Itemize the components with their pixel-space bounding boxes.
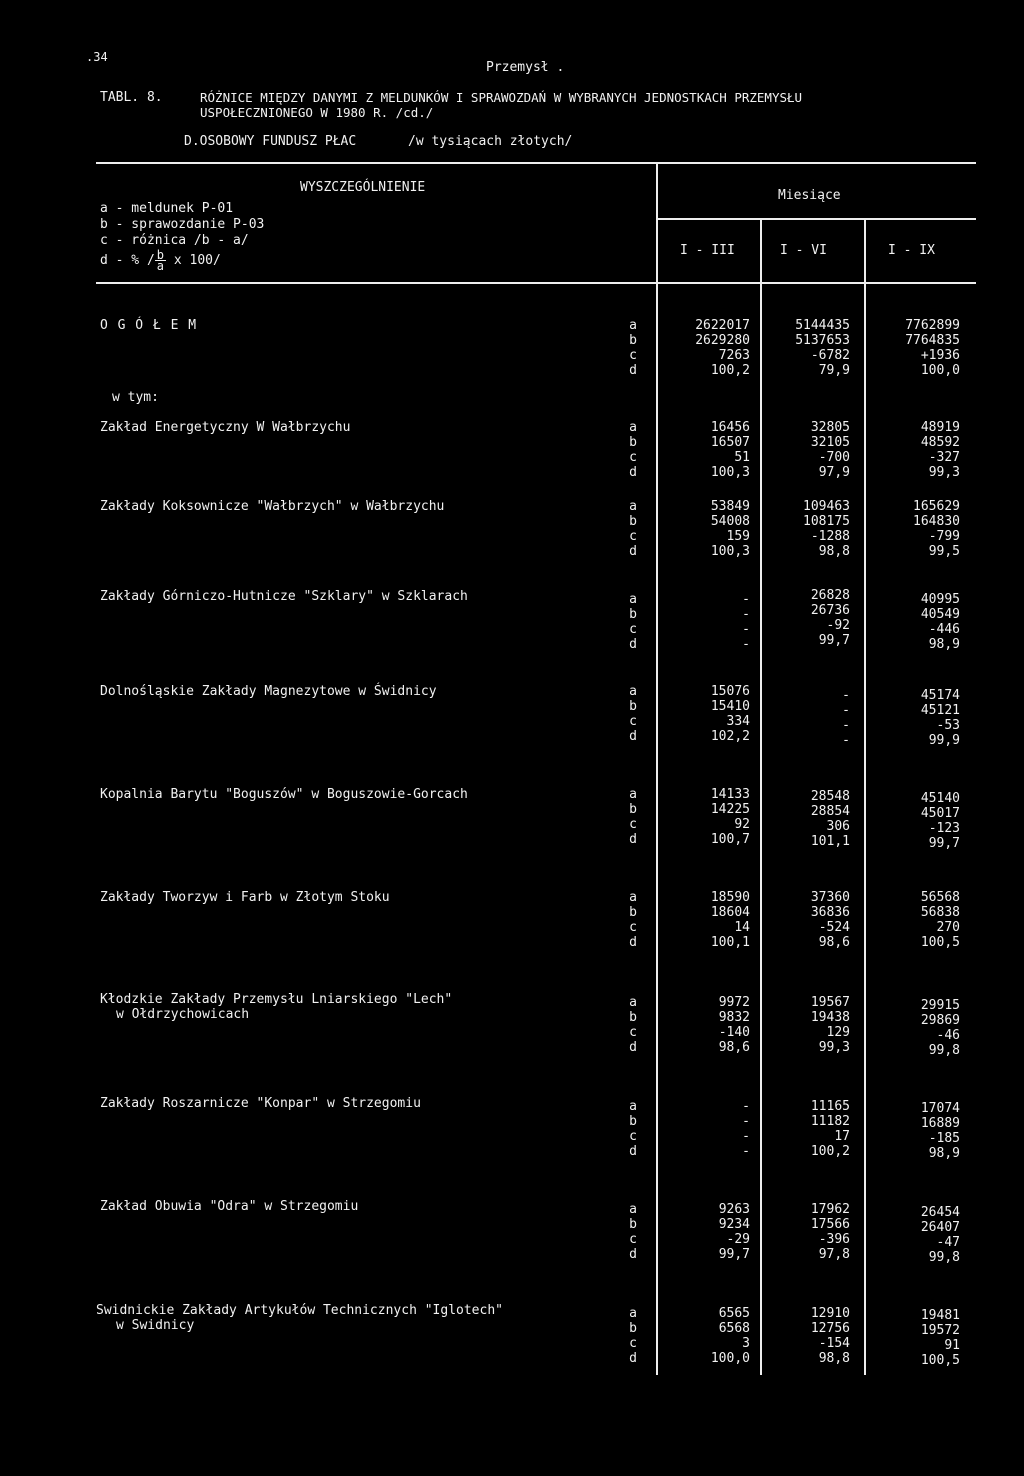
letter-d: d: [629, 363, 637, 378]
value-a: 2622017: [695, 318, 750, 333]
letter-a: a: [629, 1306, 637, 1321]
value-c: -: [742, 622, 750, 637]
value-d: 100,2: [810, 1144, 850, 1159]
value-c: 91: [944, 1338, 960, 1353]
row-name-line: Zakład Obuwia "Odra" w Strzegomiu: [100, 1199, 359, 1214]
value-c: +1936: [920, 348, 960, 363]
values-h1: [760, 688, 850, 748]
legend-d-numerator: b: [156, 248, 165, 262]
legend-d-suffix: x 100/: [173, 253, 221, 268]
letter-a: a: [629, 499, 637, 514]
values-q3: [870, 791, 960, 851]
value-b: 32105: [810, 435, 850, 450]
value-a: 45174: [920, 688, 960, 703]
letter-c: c: [629, 450, 637, 465]
value-c: 270: [936, 920, 960, 935]
value-b: 18604: [710, 905, 750, 920]
values-h1: [760, 789, 850, 849]
value-a: -: [842, 688, 850, 703]
letter-d: d: [629, 465, 637, 480]
spec-header: WYSZCZEGÓLNIENIE: [300, 180, 426, 195]
letter-b: b: [629, 1114, 637, 1129]
row-name: [100, 1199, 358, 1214]
values-q1: [660, 420, 750, 480]
value-a: 19567: [810, 995, 850, 1010]
value-d: 99,5: [928, 544, 960, 559]
value-c: -140: [718, 1025, 750, 1040]
value-c: -53: [936, 718, 960, 733]
value-c: -446: [928, 622, 960, 637]
values-q1: [660, 684, 750, 744]
letter-a: a: [629, 318, 637, 333]
letter-a: a: [629, 890, 637, 905]
values-q1: [660, 499, 750, 559]
values-q3: [870, 592, 960, 652]
letter-c: c: [629, 1025, 637, 1040]
value-a: 6565: [718, 1306, 750, 1321]
letter-b: b: [629, 1010, 637, 1025]
value-b: 6568: [718, 1321, 750, 1336]
value-d: 100,1: [710, 935, 750, 950]
values-h1: [760, 420, 850, 480]
value-c: -700: [818, 450, 850, 465]
letter-a: a: [629, 684, 637, 699]
value-a: 32805: [810, 420, 850, 435]
letter-d: d: [629, 1144, 637, 1159]
value-d: 102,2: [710, 729, 750, 744]
value-b: 29869: [920, 1013, 960, 1028]
value-a: 17074: [920, 1101, 960, 1116]
value-c: -1288: [810, 529, 850, 544]
letter-b: b: [629, 435, 637, 450]
letter-c: c: [629, 1232, 637, 1247]
letter-d: d: [629, 1351, 637, 1366]
value-c: -154: [818, 1336, 850, 1351]
header-top-rule: [96, 162, 976, 164]
value-a: -: [742, 1099, 750, 1114]
value-d: 99,8: [928, 1043, 960, 1058]
row-name: [100, 992, 452, 1022]
value-d: 98,8: [818, 544, 850, 559]
value-a: 40995: [920, 592, 960, 607]
value-c: 51: [734, 450, 750, 465]
value-a: 45140: [920, 791, 960, 806]
value-c: -92: [826, 618, 850, 633]
value-b: 2629280: [695, 333, 750, 348]
value-b: 9234: [718, 1217, 750, 1232]
row-letters: [626, 1306, 640, 1366]
letter-b: b: [629, 905, 637, 920]
value-d: 99,7: [928, 836, 960, 851]
letter-b: b: [629, 607, 637, 622]
letter-c: c: [629, 920, 637, 935]
letter-c: c: [629, 714, 637, 729]
value-b: 15410: [710, 699, 750, 714]
value-d: 98,9: [928, 1146, 960, 1161]
values-h1: [760, 318, 850, 378]
value-a: 17962: [810, 1202, 850, 1217]
value-d: 100,2: [710, 363, 750, 378]
legend-c: c - różnica /b - a/: [100, 233, 249, 248]
letter-b: b: [629, 802, 637, 817]
row-name-line: w Swidnicy: [116, 1318, 195, 1333]
value-c: -185: [928, 1131, 960, 1146]
letter-d: d: [629, 832, 637, 847]
letter-c: c: [629, 348, 637, 363]
value-b: 14225: [710, 802, 750, 817]
letter-b: b: [629, 1217, 637, 1232]
values-q3: [870, 420, 960, 480]
value-d: 98,6: [818, 935, 850, 950]
value-c: -396: [818, 1232, 850, 1247]
value-a: 15076: [710, 684, 750, 699]
value-b: 26407: [920, 1220, 960, 1235]
value-b: 16507: [710, 435, 750, 450]
value-c: 3: [742, 1336, 750, 1351]
value-c: 7263: [718, 348, 750, 363]
letter-a: a: [629, 1202, 637, 1217]
values-q1: [660, 995, 750, 1055]
value-d: 98,8: [818, 1351, 850, 1366]
value-a: 29915: [920, 998, 960, 1013]
value-a: 7762899: [905, 318, 960, 333]
value-b: 54008: [710, 514, 750, 529]
row-name: [100, 318, 197, 333]
value-d: 100,5: [920, 1353, 960, 1368]
letter-d: d: [629, 637, 637, 652]
row-letters: [626, 787, 640, 847]
value-c: 129: [826, 1025, 850, 1040]
row-letters: [626, 1099, 640, 1159]
value-b: 45017: [920, 806, 960, 821]
value-b: 108175: [803, 514, 850, 529]
row-name: [100, 589, 468, 604]
row-letters: [626, 499, 640, 559]
table-title-line2: USPOŁECZNIONEGO W 1980 R. /cd./: [200, 105, 434, 120]
value-a: 26828: [810, 588, 850, 603]
value-b: -: [742, 1114, 750, 1129]
letter-a: a: [629, 592, 637, 607]
values-q3: [870, 890, 960, 950]
row-name-line: Kopalnia Barytu "Boguszów" w Boguszowie-Gorcach: [100, 787, 468, 802]
table-title-line1: RÓŻNICE MIĘDZY DANYMI Z MELDUNKÓW I SPRAWOZDAŃ W WYBRANYCH JEDNOSTKACH PRZEMYSŁU: [200, 90, 803, 105]
values-h1: [760, 1099, 850, 1159]
value-b: 45121: [920, 703, 960, 718]
row-name: [100, 1096, 421, 1111]
row-name: [100, 499, 444, 514]
value-b: 36836: [810, 905, 850, 920]
values-q1: [660, 890, 750, 950]
value-a: 9263: [718, 1202, 750, 1217]
value-a: 9972: [718, 995, 750, 1010]
row-letters: [626, 890, 640, 950]
row-name-line: Swidnickie Zakłady Artykułów Technicznych "Iglotech": [96, 1303, 503, 1318]
value-c: 159: [726, 529, 750, 544]
value-d: 100,3: [710, 465, 750, 480]
letter-b: b: [629, 699, 637, 714]
value-b: -: [842, 703, 850, 718]
letter-d: d: [629, 544, 637, 559]
value-a: 165629: [913, 499, 960, 514]
value-d: 99,3: [928, 465, 960, 480]
values-q1: [660, 1202, 750, 1262]
row-name: [100, 684, 437, 699]
value-d: 98,9: [928, 637, 960, 652]
row-name: [100, 890, 390, 905]
value-d: 99,9: [928, 733, 960, 748]
column-divider-3: [864, 219, 866, 1375]
of-which-label: w tym:: [112, 390, 159, 405]
value-c: 17: [834, 1129, 850, 1144]
value-a: 48919: [920, 420, 960, 435]
value-d: 99,7: [718, 1247, 750, 1262]
letter-a: a: [629, 995, 637, 1010]
value-b: 9832: [718, 1010, 750, 1025]
letter-b: b: [629, 333, 637, 348]
row-letters: [626, 684, 640, 744]
row-name-line: Zakłady Roszarnicze "Konpar" w Strzegomiu: [100, 1096, 421, 1111]
legend-a: a - meldunek P-01: [100, 201, 234, 216]
values-h1: [760, 890, 850, 950]
value-a: 19481: [920, 1308, 960, 1323]
value-d: 100,0: [710, 1351, 750, 1366]
row-name-line: Zakład Energetyczny W Wałbrzychu: [100, 420, 351, 435]
row-letters: [626, 592, 640, 652]
row-name-line: O G Ó Ł E M: [100, 318, 198, 333]
row-letters: [626, 318, 640, 378]
value-c: -327: [928, 450, 960, 465]
value-c: 14: [734, 920, 750, 935]
value-a: 11165: [810, 1099, 850, 1114]
value-c: -: [842, 718, 850, 733]
value-b: 16889: [920, 1116, 960, 1131]
values-q1: [660, 1099, 750, 1159]
value-d: 99,8: [928, 1250, 960, 1265]
values-q1: [660, 592, 750, 652]
value-c: -799: [928, 529, 960, 544]
value-a: 56568: [920, 890, 960, 905]
legend-b: b - sprawozdanie P-03: [100, 217, 265, 232]
table-subtitle: D.OSOBOWY FUNDUSZ PŁAC: [184, 134, 357, 149]
row-name: [100, 420, 350, 435]
value-d: 99,3: [818, 1040, 850, 1055]
months-header: Miesiące: [778, 188, 841, 203]
value-b: 48592: [920, 435, 960, 450]
letter-c: c: [629, 817, 637, 832]
value-d: -: [842, 733, 850, 748]
value-b: 19438: [810, 1010, 850, 1025]
value-c: 92: [734, 817, 750, 832]
letter-a: a: [629, 787, 637, 802]
table-number: TABL. 8.: [100, 90, 163, 105]
values-h1: [760, 499, 850, 559]
value-b: 17566: [810, 1217, 850, 1232]
value-a: 37360: [810, 890, 850, 905]
letter-b: b: [629, 514, 637, 529]
value-b: 19572: [920, 1323, 960, 1338]
value-b: 7764835: [905, 333, 960, 348]
value-d: -: [742, 637, 750, 652]
value-b: -: [742, 607, 750, 622]
row-name-line: w Ołdrzychowicach: [116, 1007, 250, 1022]
value-c: 334: [726, 714, 750, 729]
values-q1: [660, 787, 750, 847]
values-h1: [760, 1202, 850, 1262]
value-c: -47: [936, 1235, 960, 1250]
letter-c: c: [629, 1129, 637, 1144]
value-c: -6782: [810, 348, 850, 363]
row-name-line: Zakłady Tworzyw i Farb w Złotym Stoku: [100, 890, 390, 905]
value-b: 164830: [913, 514, 960, 529]
value-d: -: [742, 1144, 750, 1159]
values-q1: [660, 318, 750, 378]
value-c: -29: [726, 1232, 750, 1247]
values-q3: [870, 998, 960, 1058]
value-d: 98,6: [718, 1040, 750, 1055]
values-q3: [870, 318, 960, 378]
value-b: 11182: [810, 1114, 850, 1129]
value-c: 306: [826, 819, 850, 834]
value-a: 53849: [710, 499, 750, 514]
letter-c: c: [629, 622, 637, 637]
value-a: 14133: [710, 787, 750, 802]
row-name-line: Dolnośląskie Zakłady Magnezytowe w Świdnicy: [100, 684, 437, 699]
value-d: 100,7: [710, 832, 750, 847]
value-c: -46: [936, 1028, 960, 1043]
row-letters: [626, 1202, 640, 1262]
value-b: 56838: [920, 905, 960, 920]
row-letters: [626, 995, 640, 1055]
values-h1: [760, 995, 850, 1055]
legend-d-fraction: [155, 250, 166, 271]
value-d: 100,3: [710, 544, 750, 559]
value-a: 109463: [803, 499, 850, 514]
row-name: [100, 787, 468, 802]
period-header-h1: I - VI: [780, 243, 827, 258]
value-b: 12756: [810, 1321, 850, 1336]
letter-c: c: [629, 1336, 637, 1351]
values-q3: [870, 1205, 960, 1265]
row-name-line: Zakłady Koksownicze "Wałbrzych" w Wałbrzychu: [100, 499, 445, 514]
page-number: .34: [86, 50, 108, 64]
value-d: 101,1: [810, 834, 850, 849]
value-d: 99,7: [818, 633, 850, 648]
letter-d: d: [629, 1040, 637, 1055]
letter-d: d: [629, 729, 637, 744]
value-b: 26736: [810, 603, 850, 618]
values-h1: [760, 588, 850, 648]
value-d: 97,8: [818, 1247, 850, 1262]
letter-a: a: [629, 1099, 637, 1114]
row-name-line: Kłodzkie Zakłady Przemysłu Lniarskiego "Lech": [100, 992, 453, 1007]
row-name: [96, 1303, 503, 1333]
value-d: 100,5: [920, 935, 960, 950]
letter-b: b: [629, 1321, 637, 1336]
section-title: Przemysł .: [486, 60, 565, 75]
row-name-line: Zakłady Górniczo-Hutnicze "Szklary" w Szklarach: [100, 589, 468, 604]
value-c: -123: [928, 821, 960, 836]
letter-d: d: [629, 1247, 637, 1262]
letter-c: c: [629, 529, 637, 544]
value-d: 100,0: [920, 363, 960, 378]
value-d: 97,9: [818, 465, 850, 480]
value-a: 18590: [710, 890, 750, 905]
legend-d-prefix: d - % /: [100, 253, 155, 268]
months-divider-rule: [658, 218, 976, 220]
value-b: 40549: [920, 607, 960, 622]
value-a: 26454: [920, 1205, 960, 1220]
values-q1: [660, 1306, 750, 1366]
value-a: 5144435: [795, 318, 850, 333]
value-c: -524: [818, 920, 850, 935]
header-bottom-rule: [96, 282, 976, 284]
values-h1: [760, 1306, 850, 1366]
row-letters: [626, 420, 640, 480]
values-q3: [870, 1101, 960, 1161]
value-a: 16456: [710, 420, 750, 435]
legend-d: [100, 250, 221, 271]
value-a: -: [742, 592, 750, 607]
value-a: 28548: [810, 789, 850, 804]
values-q3: [870, 1308, 960, 1368]
value-b: 5137653: [795, 333, 850, 348]
value-d: 79,9: [818, 363, 850, 378]
value-c: -: [742, 1129, 750, 1144]
period-header-q1: I - III: [680, 243, 735, 258]
value-b: 28854: [810, 804, 850, 819]
table-unit: /w tysiącach złotych/: [408, 134, 573, 149]
period-header-q3: I - IX: [888, 243, 935, 258]
value-a: 12910: [810, 1306, 850, 1321]
legend-d-denominator: a: [156, 259, 165, 273]
letter-d: d: [629, 935, 637, 950]
values-q3: [870, 499, 960, 559]
column-divider-1: [656, 163, 658, 1375]
letter-a: a: [629, 420, 637, 435]
values-q3: [870, 688, 960, 748]
